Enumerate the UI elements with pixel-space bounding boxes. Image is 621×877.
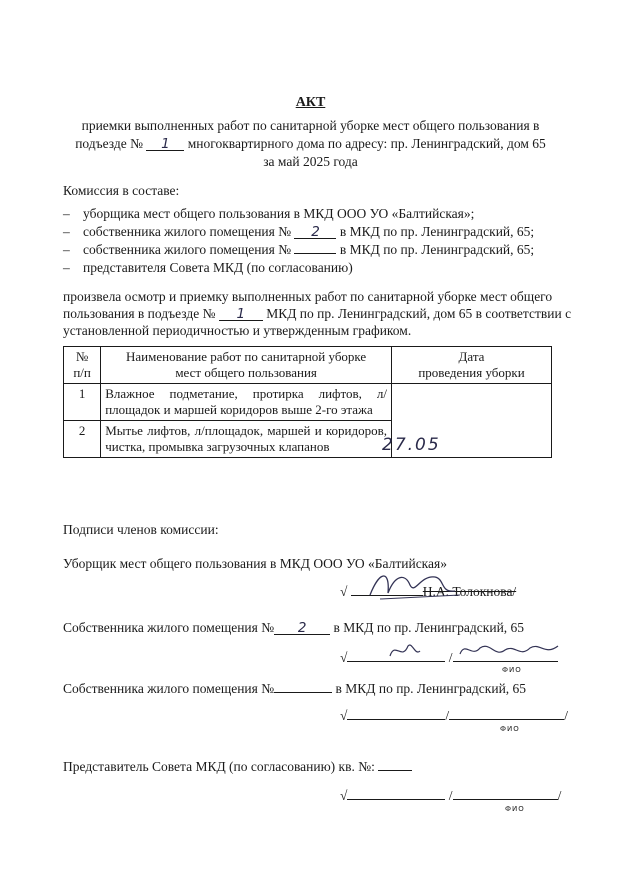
subtitle-line-3: за май 2025 года — [263, 154, 358, 169]
para-line-3: установленной периодичностью и утвержденным графиком. — [63, 323, 412, 338]
sig4-label: Представитель Совета МКД (по согласованию) кв. №: — [63, 759, 412, 775]
member-item: – собственника жилого помещения № 2 в МКД по пр. Ленинградский, 65; — [63, 224, 535, 240]
para-line-2: пользования в подъезде № 1 МКД по пр. Ленинградский, дом 65 в соответствии с — [63, 306, 572, 322]
sig3-line: √ / / — [340, 708, 568, 723]
signature-2-image — [380, 636, 570, 666]
para-line-1: произвела осмотр и приемку выполненных работ по санитарной уборке мест общего — [63, 289, 553, 304]
subtitle-line-2: подъезде № 1 многоквартирного дома по адресу: пр. Ленинградский, дом 65 — [75, 136, 546, 152]
date-handwritten: 27.05 — [382, 435, 441, 455]
works-table — [63, 346, 552, 458]
header-date: Дата проведения уборки — [392, 347, 552, 384]
sig1-name: Н.А. Толокнова/ — [422, 584, 517, 599]
member-item: – представителя Совета МКД (по согласованию) — [63, 260, 353, 275]
sig4-caption: ФИО — [505, 805, 525, 813]
table-row: 1 Влажное подметание, протирка лифтов, л/площадок и маршей коридоров выше 2-го этажа 27.05 — [64, 384, 552, 421]
header-num: № п/п — [64, 347, 101, 384]
sig3-caption: ФИО — [500, 725, 520, 733]
header-work-name: Наименование работ по санитарной уборке мест общего пользования — [101, 347, 392, 384]
date-cell — [382, 384, 552, 458]
entrance-number-handwritten: 1 — [146, 138, 184, 151]
sig1-line: √ Н.А. Толокнова/ — [340, 584, 517, 599]
member-item: – уборщика мест общего пользования в МКД ООО УО «Балтийская»; — [63, 206, 475, 221]
signatures-heading: Подписи членов комиссии: — [63, 522, 219, 537]
entrance-number-handwritten: 1 — [219, 308, 263, 321]
sig1-label: Уборщик мест общего пользования в МКД ООО УО «Балтийская» — [63, 556, 447, 571]
sig2-label: Собственника жилого помещения № 2 в МКД по пр. Ленинградский, 65 — [63, 620, 525, 636]
sig2-line: √ / — [340, 650, 558, 666]
member-item: – собственника жилого помещения № в МКД по пр. Ленинградский, 65; — [63, 242, 535, 257]
table-row: 2 Мытье лифтов, л/площадок, маршей и коридоров, чистка, промывка загрузочных клапанов — [64, 421, 552, 458]
signature-1-image — [360, 565, 470, 605]
document-title: АКТ — [295, 95, 326, 110]
apartment-number-blank — [274, 692, 332, 693]
apartment-number-handwritten: 2 — [294, 226, 336, 239]
table-header-row — [64, 347, 552, 384]
sig3-label: Собственника жилого помещения № в МКД по пр. Ленинградский, 65 — [63, 681, 527, 696]
apartment-number-blank — [294, 253, 336, 254]
apartment-number-handwritten: 2 — [274, 622, 330, 635]
commission-heading: Комиссия в составе: — [63, 183, 180, 198]
subtitle-line-1: приемки выполненных работ по санитарной уборке мест общего пользования в — [81, 118, 540, 133]
apartment-number-blank — [378, 770, 412, 771]
sig4-line: √ / / — [340, 788, 562, 803]
sig2-caption: ФИО — [502, 666, 522, 674]
